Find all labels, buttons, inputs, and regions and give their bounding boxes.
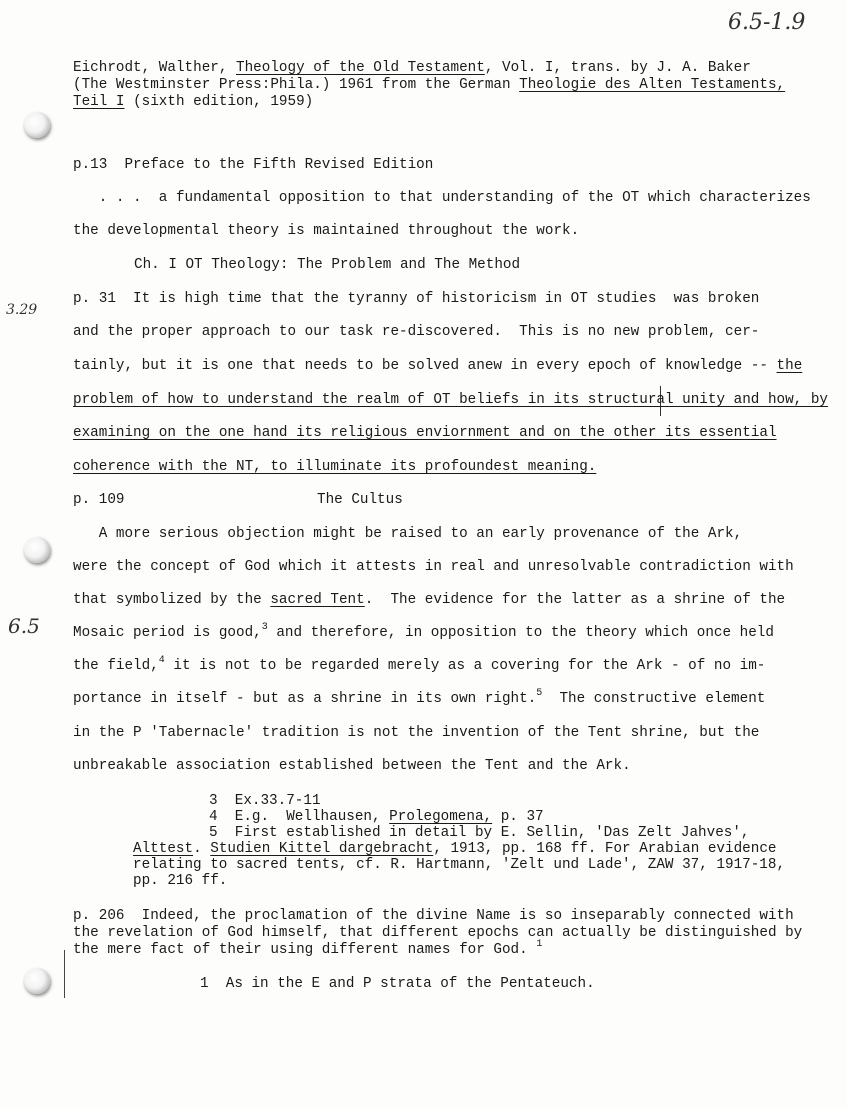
p109-line-6-text-a: portance in itself - but as a shrine in its own right. [73,691,537,707]
footnote-ref-5: 5 [536,688,543,699]
prolegomena-underlined: Prolegomena, [389,809,493,825]
p109-line-4 [73,622,774,641]
p109-line-5 [73,655,766,674]
p206-line-1: p. 206 Indeed, the proclamation of the divine Name is so inseparably connected with [73,908,794,924]
alttest-underlined: Alttest [133,841,194,857]
footnote-ref-3: 3 [261,622,268,633]
p109-page-ref: p. 109 [73,492,125,508]
citation-line-3 [73,94,313,110]
p109-line-6 [73,688,766,707]
p109-line-3-text-b: . The evidence for the latter as a shrine of the [364,592,786,608]
punch-hole-bottom [24,968,50,994]
footnote-5-line-1: 5 First established in detail by E. Sellin, 'Das Zelt Jahves', [209,825,750,841]
margin-pencil-line [64,950,65,998]
p31-line-2: and the proper approach to our task re-discovered. This is no new problem, cer- [73,324,760,340]
preface-heading: p.13 Preface to the Fifth Revised Edition [73,157,434,173]
german-title: Theologie des Alten Testaments, [519,77,786,93]
citation-line-2 [73,77,785,93]
citation-publisher: (The Westminster Press:Phila.) 1961 from the German [73,77,520,93]
footnote-ref-4: 4 [158,655,165,666]
p206-line-3 [73,939,543,958]
p206-line-2: the revelation of God himself, that different epochs can actually be distinguished by [73,925,803,941]
p109-line-6-text-b: The constructive element [542,691,766,707]
preface-line-2: the developmental theory is maintained throughout the work. [73,223,580,239]
footnote-5-line-2 [133,841,777,857]
studien-title-underlined: Studien Kittel dargebracht [210,841,434,857]
footnote-5-sep: . [193,841,211,857]
p31-line-6: coherence with the NT, to illuminate its profoundest meaning. [73,459,597,475]
citation-line-1 [73,60,751,76]
footnote-1: 1 As in the E and P strata of the Pentateuch. [200,976,595,992]
footnote-5-line-2-text: , 1913, pp. 168 ff. For Arabian evidence [433,841,777,857]
p109-heading: The Cultus [317,492,403,508]
footnote-4-page: p. 37 [492,809,544,825]
footnote-5-line-4: pp. 216 ff. [133,873,228,889]
handwritten-margin-note-2: 6.5 [8,614,40,638]
german-title-part: Teil I [73,94,125,110]
p206-line-3-text: the mere fact of their using different names for God. [73,942,528,958]
handwritten-margin-note-1: 3.29 [6,302,38,318]
p109-line-5-text-a: the field, [73,658,159,674]
footnote-4 [209,809,544,825]
footnote-4-text: 4 E.g. Wellhausen, [209,809,390,825]
p109-line-4-text-a: Mosaic period is good, [73,625,262,641]
p109-line-3-text-a: that symbolized by the [73,592,271,608]
book-title: Theology of the Old Testament [236,60,485,76]
footnote-ref-1: 1 [536,939,543,950]
p109-line-7: in the P 'Tabernacle' tradition is not the invention of the Tent shrine, but the [73,725,760,741]
p109-line-3 [73,592,785,608]
citation-author: Eichrodt, Walther, [73,60,237,76]
p109-line-8: unbreakable association established between the Tent and the Ark. [73,758,631,774]
citation-translator: , Vol. I, trans. by J. A. Baker [484,60,751,76]
chapter-heading: Ch. I OT Theology: The Problem and The Method [134,257,521,273]
citation-edition: (sixth edition, 1959) [124,94,314,110]
p109-line-2: were the concept of God which it attests in real and unresolvable contradiction with [73,559,794,575]
preface-line-1: . . . a fundamental opposition to that understanding of the OT which characterizes [73,190,811,206]
p31-line-4: problem of how to understand the realm of OT beliefs in its structural unity and how, by [73,392,828,408]
p31-line-3-underlined: the [776,358,803,374]
p31-line-3-text: tainly, but it is one that needs to be solved anew in every epoch of knowledge -- [73,358,777,374]
p109-line-5-text-b: it is not to be regarded merely as a covering for the Ark - of no im- [164,658,766,674]
p31-line-5: examining on the one hand its religious enviornment and on the other its essential [73,425,777,441]
punch-hole-middle [24,537,50,563]
p109-line-1: A more serious objection might be raised to an early provenance of the Ark, [73,526,743,542]
p109-line-4-text-b: and therefore, in opposition to the theory which once held [267,625,774,641]
p31-line-3 [73,358,802,374]
sacred-tent-underlined: sacred Tent [270,592,365,608]
p31-line-1: p. 31 It is high time that the tyranny of historicism in OT studies was broken [73,291,760,307]
footnote-3: 3 Ex.33.7-11 [209,793,321,809]
footnote-5-line-3: relating to sacred tents, cf. R. Hartmann, 'Zelt und Lade', ZAW 37, 1917-18, [133,857,786,873]
handwritten-page-code: 6.5-1.9 [728,10,806,35]
punch-hole-top [24,112,50,138]
